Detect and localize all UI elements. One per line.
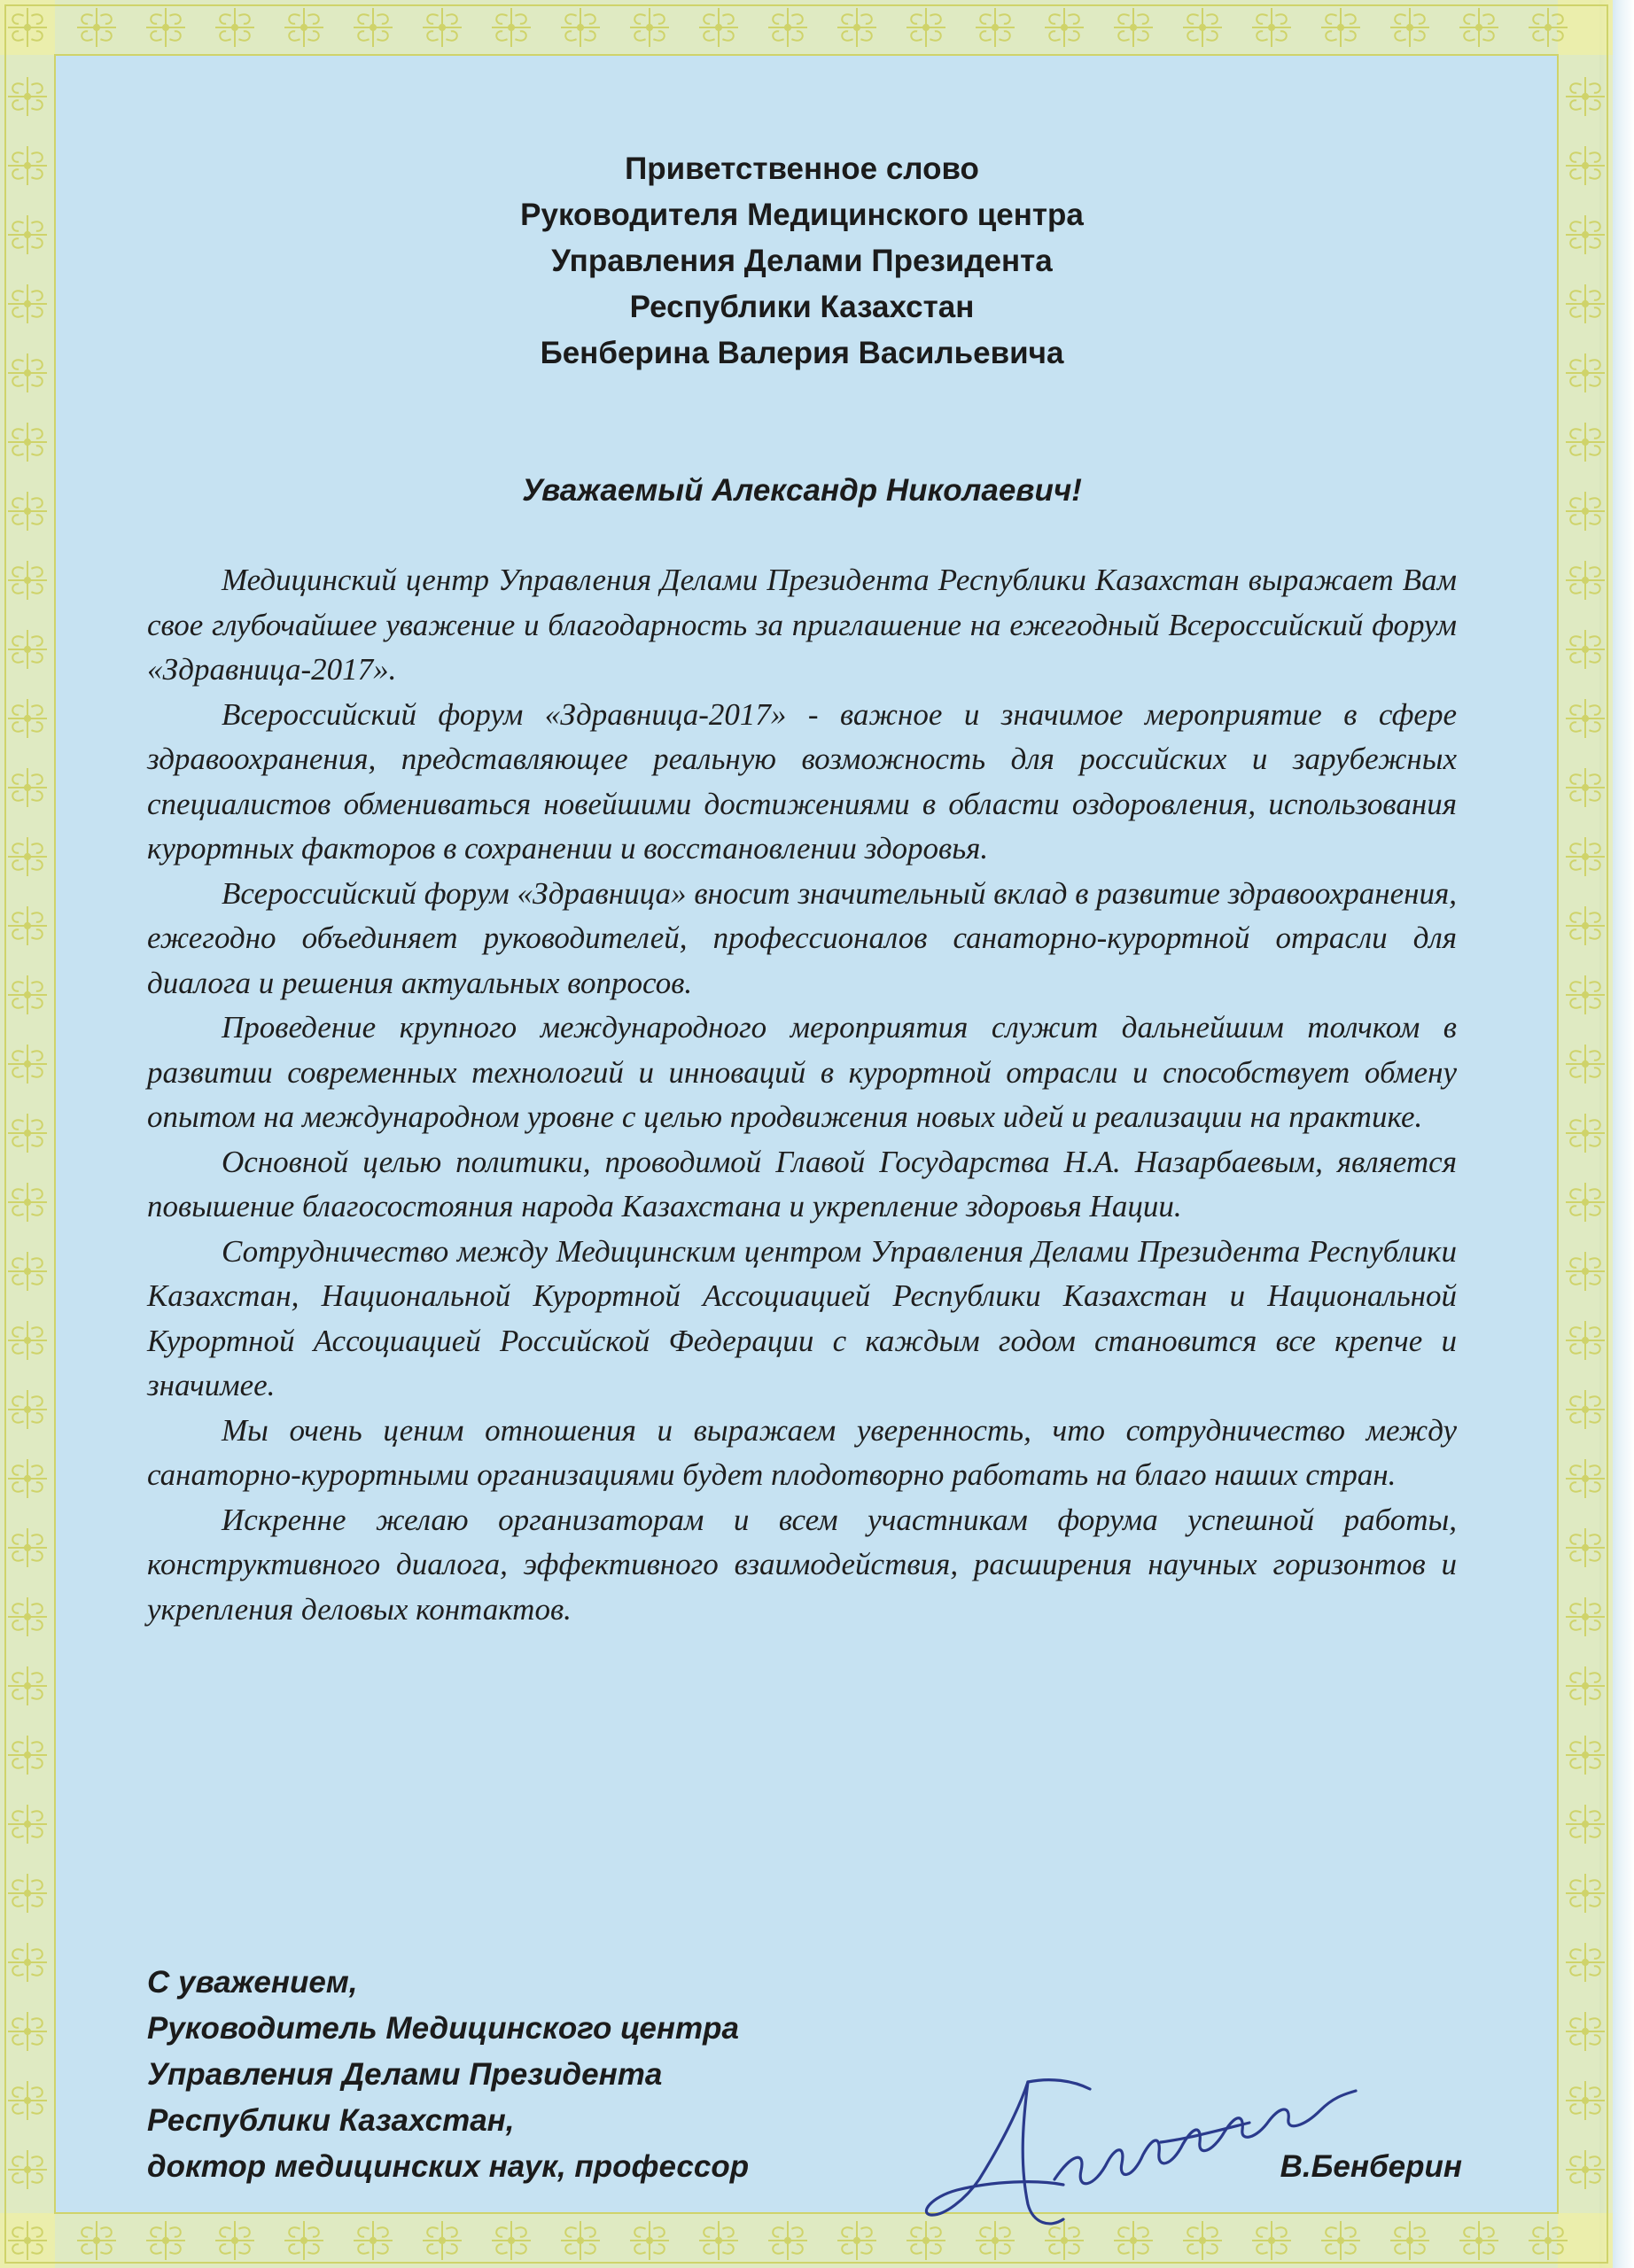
letter-heading <box>266 146 1338 377</box>
closing-line-5: доктор медицинских наук, профессор <box>147 2149 750 2184</box>
closing-line-2: Руководитель Медицинского центра <box>147 2011 739 2046</box>
paragraph-1: Медицинский центр Управления Делами Президента Республики Казахстан выражает Вам свое глубочайшее уважение и благодарность за приглашение на ежегодный Всероссийский форум «Здравница-2017». <box>147 563 1457 687</box>
closing-block <box>147 1960 945 2190</box>
letter-body <box>147 558 1457 1632</box>
page-edge <box>1599 0 1634 2268</box>
signature-icon <box>895 2047 1373 2237</box>
paragraph-4: Проведение крупного международного мероприятия служит дальнейшим толчком в развитии современных технологий и инноваций в курортной отрасли и способствует обмену опытом на международном уровне с целью продвижения новых идей и реализации на практике. <box>147 1010 1457 1134</box>
salutation: Уважаемый Александр Николаевич! <box>522 473 1082 508</box>
paragraph-6: Сотрудничество между Медицинским центром Управления Делами Президента Республики Казахстан, Национальной Курортной Ассоциацией Республики Казахстан и Национальной Курортной Ассоциацией Российской Федерации с каждым годом становится все крепче и значимее. <box>147 1233 1457 1402</box>
heading-line-1: Приветственное слово <box>625 151 979 186</box>
closing-line-1: С уважением, <box>147 1965 358 2000</box>
heading-line-3: Управления Делами Президента <box>551 244 1053 278</box>
paragraph-5: Основной целью политики, проводимой Главой Государства Н.А. Назарбаевым, является повышение благосостояния народа Казахстана и укрепление здоровья Нации. <box>147 1144 1457 1223</box>
paragraph-7: Мы очень ценим отношения и выражаем уверенность, что сотрудничество между санаторно-курортными организациями будет плодотворно работать на благо наших стран. <box>147 1412 1457 1492</box>
paragraph-2: Всероссийский форум «Здравница-2017» - важное и значимое мероприятие в сфере здравоохранения, представляющее реальную возможность для российских и зарубежных специалистов обмениваться новейшими достижениями в области оздоровления, использования курортных факторов в сохранении и восстановлении здоровья. <box>147 696 1457 866</box>
closing-line-4: Республики Казахстан, <box>147 2103 515 2138</box>
signer-name: В.Бенберин <box>1280 2149 1462 2184</box>
heading-line-5: Бенберина Валерия Васильевича <box>540 336 1064 370</box>
heading-line-4: Республики Казахстан <box>629 290 975 324</box>
paragraph-8: Искренне желаю организаторам и всем участникам форума успешной работы, конструктивного диалога, эффективного взаимодействия, расширения научных горизонтов и укрепления деловых контактов. <box>147 1502 1457 1627</box>
closing-line-3: Управления Делами Президента <box>147 2057 663 2092</box>
heading-line-2: Руководителя Медицинского центра <box>520 198 1084 232</box>
paragraph-3: Всероссийский форум «Здравница» вносит значительный вклад в развитие здравоохранения, ежегодно объединяет руководителей, профессионалов санаторно-курортной отрасли для диалога и решения актуальных вопросов. <box>147 875 1457 1000</box>
